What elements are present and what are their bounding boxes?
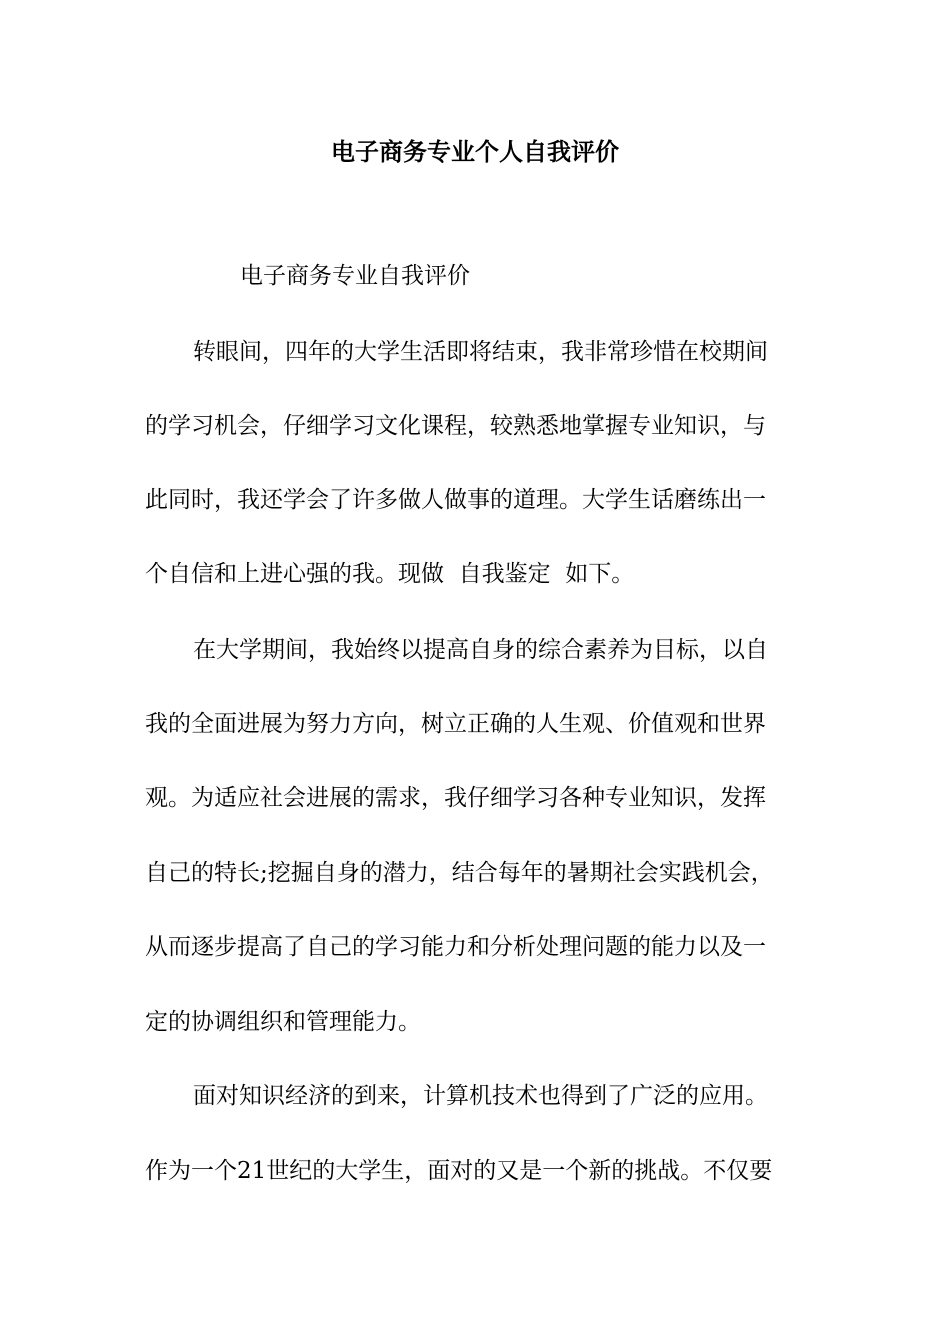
document-subtitle: 电子商务专业自我评价 <box>240 263 470 289</box>
paragraph-line: 转眼间，四年的大学生活即将结束，我非常珍惜在校期间 <box>193 339 768 365</box>
paragraph-line: 面对知识经济的到来，计算机技术也得到了广泛的应用。 <box>193 1083 768 1109</box>
paragraph-line: 观。为适应社会进展的需求，我仔细学习各种专业知识，发挥 <box>145 785 766 811</box>
paragraph-line: 在大学期间，我始终以提高自身的综合素养为目标，以自 <box>193 637 768 663</box>
document-title: 电子商务专业个人自我评价 <box>331 137 619 166</box>
paragraph-line: 我的全面进展为努力方向，树立正确的人生观、价值观和世界 <box>145 711 766 737</box>
paragraph-line: 的学习机会，仔细学习文化课程，较熟悉地掌握专业知识，与 <box>145 413 766 439</box>
paragraph-line: 定的协调组织和管理能力。 <box>145 1009 421 1035</box>
paragraph-line: 个自信和上进心强的我。现做 自我鉴定 如下。 <box>145 561 635 587</box>
paragraph-line: 从而逐步提高了自己的学习能力和分析处理问题的能力以及一 <box>145 934 766 960</box>
paragraph-line: 自己的特长;挖掘自身的潜力，结合每年的暑期社会实践机会， <box>145 860 774 886</box>
paragraph-line: 作为一个21世纪的大学生，面对的又是一个新的挑战。不仅要 <box>145 1158 773 1184</box>
paragraph-line: 此同时，我还学会了许多做人做事的道理。大学生话磨练出一 <box>145 487 766 513</box>
